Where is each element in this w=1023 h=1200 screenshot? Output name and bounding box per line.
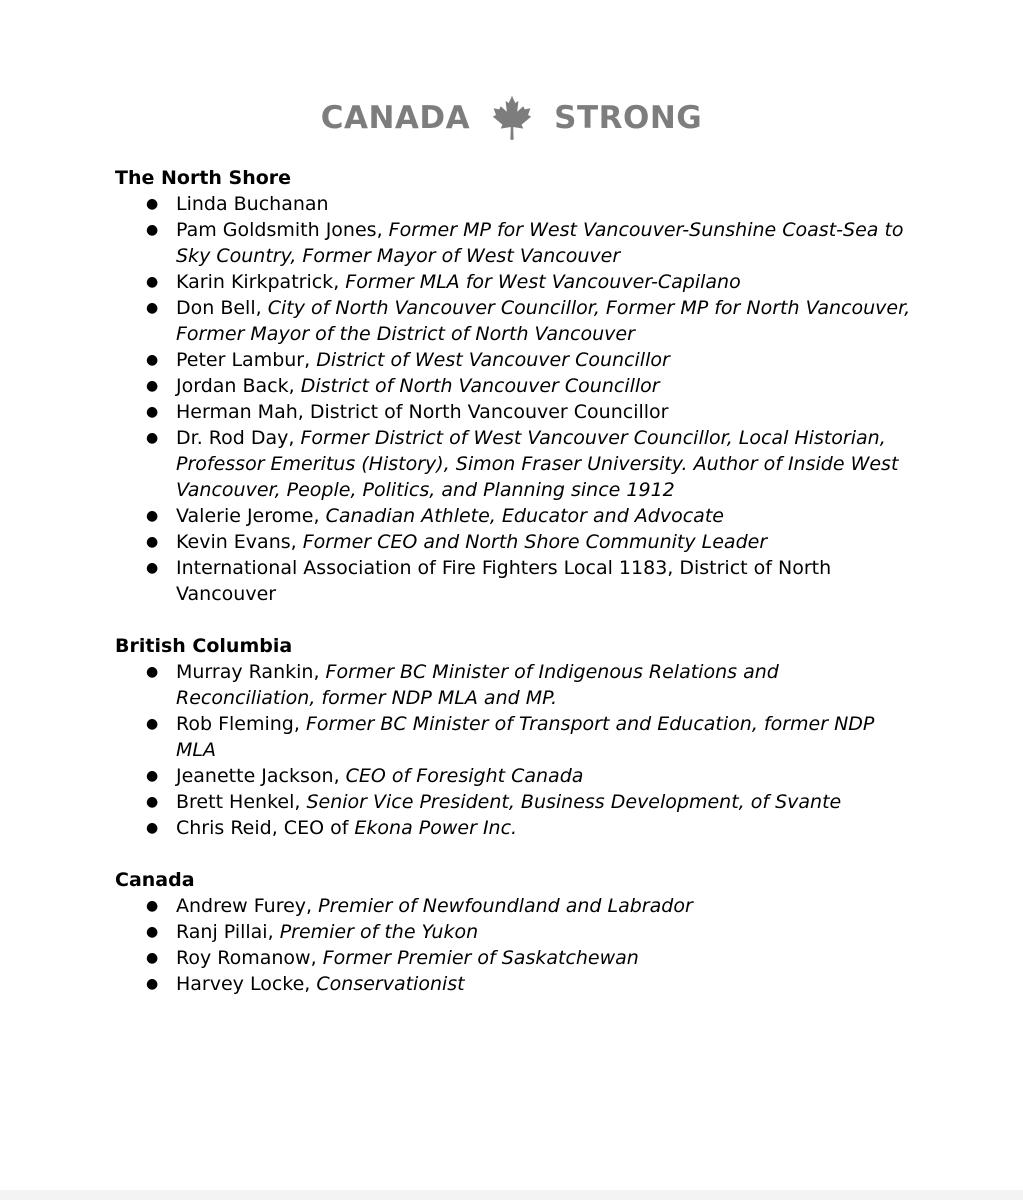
section-title: The North Shore: [115, 167, 292, 189]
list-item: [115, 945, 915, 971]
endorser-name: Roy Romanow: [176, 947, 311, 969]
list-item: [115, 711, 915, 763]
endorser-title: District of North Vancouver Councillor: [300, 375, 660, 397]
endorser-name: Valerie Jerome: [176, 505, 314, 527]
endorser-title: Premier of the Yukon: [279, 921, 479, 943]
endorser-name: Andrew Furey: [176, 895, 307, 917]
separator: ,: [288, 375, 301, 397]
endorser-name: Chris Reid: [176, 817, 272, 839]
section-title: Canada: [115, 869, 195, 891]
endorser-title: District of West Vancouver Councillor: [316, 349, 670, 371]
separator: ,: [267, 921, 280, 943]
separator: ,: [310, 947, 323, 969]
endorser-title: Former BC Minister of Indigenous Relations and Reconciliation, former NDP MLA and MP.: [176, 661, 779, 709]
list-item: [115, 347, 915, 373]
list-item: [115, 399, 915, 425]
endorser-name: Rob Fleming: [176, 713, 294, 735]
list-item: [115, 971, 915, 997]
endorser-name: Karin Kirkpatrick: [176, 271, 334, 293]
endorser-name: Herman Mah, District of North Vancouver Councillor: [176, 401, 669, 423]
endorser-name: Ranj Pillai: [176, 921, 268, 943]
separator: ,: [293, 713, 306, 735]
endorser-name: Dr. Rod Day: [176, 427, 289, 449]
section-title: British Columbia: [115, 635, 293, 657]
endorser-name: Brett Henkel: [176, 791, 295, 813]
endorser-title: Former MLA for West Vancouver-Capilano: [345, 271, 741, 293]
endorser-title: Senior Vice President, Business Development, of Svante: [306, 791, 842, 813]
list-item: [115, 919, 915, 945]
list-item: [115, 217, 915, 269]
endorser-name: Peter Lambur: [176, 349, 305, 371]
banner-right-word: STRONG: [554, 100, 703, 136]
separator: ,: [313, 661, 326, 683]
endorser-title: Ekona Power Inc.: [354, 817, 518, 839]
endorsement-list: [115, 165, 915, 1023]
endorser-list: [115, 659, 915, 841]
endorser-name: Don Bell: [176, 297, 256, 319]
endorser-name: Jeanette Jackson: [176, 765, 334, 787]
endorser-title: Premier of Newfoundland and Labrador: [318, 895, 693, 917]
list-item: [115, 763, 915, 789]
list-item: [115, 373, 915, 399]
section-canada: [115, 867, 915, 997]
separator: ,: [290, 531, 303, 553]
endorser-title: Conservationist: [316, 973, 465, 995]
endorser-list: [115, 893, 915, 997]
endorser-title: City of North Vancouver Councillor, Former MP for North Vancouver, Former Mayor of the District of North Vancouver: [176, 297, 911, 345]
separator: ,: [304, 349, 317, 371]
banner-left-word: CANADA: [320, 100, 471, 136]
list-item: [115, 425, 915, 503]
list-item: [115, 659, 915, 711]
endorser-name: Murray Rankin: [176, 661, 314, 683]
separator: ,: [313, 505, 326, 527]
endorser-title: Former CEO and North Shore Community Leader: [302, 531, 768, 553]
endorser-name: Jordan Back: [176, 375, 289, 397]
separator: ,: [306, 895, 319, 917]
endorser-title: Former District of West Vancouver Councillor, Local Historian, Professor Emeritus (History), Simon Fraser University. Author of Inside West Vancouver, People, Politics, and Planning since 1912: [176, 427, 899, 501]
endorser-list: [115, 191, 915, 607]
endorser-name: Kevin Evans: [176, 531, 291, 553]
separator: ,: [288, 427, 301, 449]
endorser-name: Pam Goldsmith Jones: [176, 219, 377, 241]
endorser-title: Canadian Athlete, Educator and Advocate: [325, 505, 724, 527]
list-item: [115, 555, 915, 607]
separator: ,: [255, 297, 268, 319]
separator: ,: [333, 765, 346, 787]
page-bottom-edge: [0, 1190, 1023, 1200]
endorser-title: Former BC Minister of Transport and Education, former NDP MLA: [176, 713, 875, 761]
separator: ,: [294, 791, 307, 813]
separator: ,: [333, 271, 346, 293]
separator: ,: [376, 219, 389, 241]
endorser-name: Harvey Locke: [176, 973, 305, 995]
list-item: [115, 893, 915, 919]
separator: , CEO of: [271, 817, 355, 839]
endorser-title: Former Premier of Saskatchewan: [322, 947, 639, 969]
separator: ,: [304, 973, 317, 995]
section-british-columbia: [115, 633, 915, 841]
endorser-name: International Association of Fire Fighters Local 1183, District of North Vancouver: [176, 557, 832, 605]
maple-leaf-icon: [492, 95, 532, 141]
list-item: [115, 789, 915, 815]
list-item: [115, 503, 915, 529]
endorser-title: Former MP for West Vancouver-Sunshine Coast-Sea to Sky Country, Former Mayor of West Vancouver: [176, 219, 904, 267]
list-item: [115, 529, 915, 555]
list-item: [115, 191, 915, 217]
list-item: [115, 269, 915, 295]
endorser-name: Linda Buchanan: [176, 193, 329, 215]
section-the-north-shore: [115, 165, 915, 607]
list-item: [115, 815, 915, 841]
endorser-title: CEO of Foresight Canada: [345, 765, 584, 787]
canada-strong-banner: [0, 93, 1023, 143]
list-item: [115, 295, 915, 347]
